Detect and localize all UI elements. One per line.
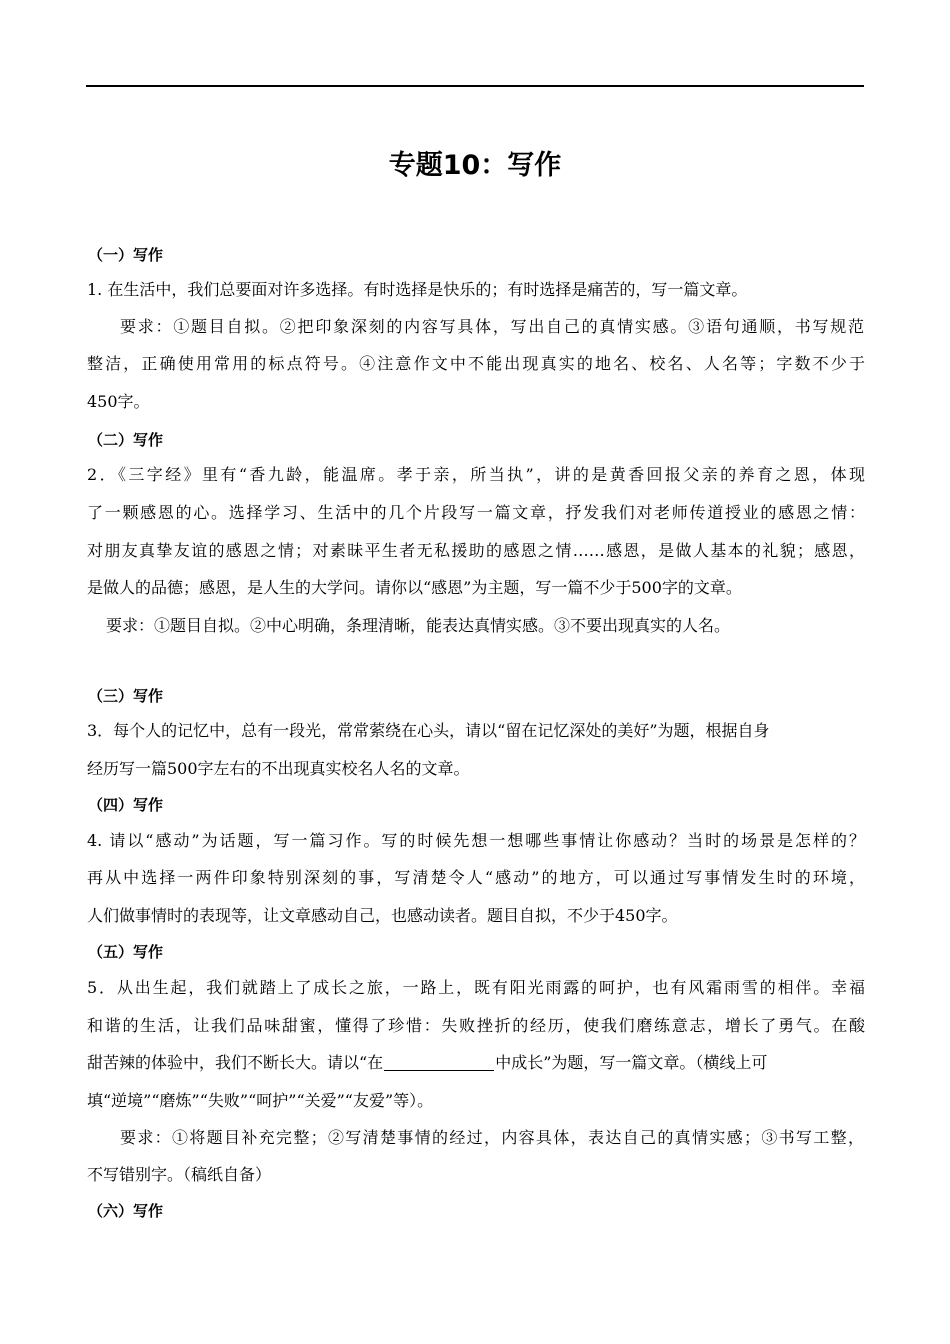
- question-text: 要求：①题目自拟。②中心明确，条理清晰，能表达真情实感。③不要出现真实的人名。: [106, 616, 731, 635]
- page-title: 专题10：写作: [388, 150, 562, 181]
- question-text: 经历写一篇500字左右的不出现真实校名人名的文章。: [87, 759, 470, 778]
- question-text: 不写错别字。（稿纸自备）: [87, 1165, 272, 1184]
- question-text: 整洁，正确使用常用的标点符号。④注意作文中不能出现真实的地名、校名、人名等；字数不少于: [87, 354, 865, 373]
- question-text: 5．从出生起，我们就踏上了成长之旅，一路上，既有阳光雨露的呵护，也有风霜雨雪的相伴。幸福: [87, 978, 865, 997]
- question-text: 3．每个人的记忆中，总有一段光，常常萦绕在心头，请以“留在记忆深处的美好”为题，根据自身: [87, 721, 770, 740]
- question-text: 4. 请以“感动”为话题，写一篇习作。写的时候先想一想哪些事情让你感动？当时的场景是怎样的？: [87, 831, 865, 850]
- question-text: 再从中选择一两件印象特别深刻的事，写清楚令人“感动”的地方，可以通过写事情发生时的环境，: [87, 868, 865, 887]
- question-text: 和谐的生活，让我们品味甜蜜，懂得了珍惜：失败挫折的经历，使我们磨练意志，增长了勇气。在酸: [87, 1016, 865, 1035]
- question-text: 对朋友真挚友谊的感恩之情；对素昧平生者无私援助的感恩之情……感恩，是做人基本的礼貌；感恩，: [87, 541, 865, 560]
- question-text-part: 中成长”为题，写一篇文章。（横线上可: [495, 1053, 768, 1072]
- fill-in-blank: [384, 1054, 494, 1071]
- question-text: 2．《三字经》里有“香九龄，能温席。孝于亲，所当执”，讲的是黄香回报父亲的养育之恩，体现: [87, 465, 865, 484]
- question-text-with-blank: [87, 1052, 767, 1074]
- section-heading: （三）写作: [88, 687, 164, 705]
- question-text: 450字。: [87, 392, 150, 411]
- question-text: 人们做事情时的表现等，让文章感动自己，也感动读者。题目自拟，不少于450字。: [87, 906, 678, 925]
- section-heading: （五）写作: [88, 943, 164, 961]
- question-text: 要求：①将题目补充完整；②写清楚事情的经过，内容具体，表达自己的真情实感；③书写工整，: [120, 1128, 864, 1147]
- question-text: 了一颗感恩的心。选择学习、生活中的几个片段写一篇文章，抒发我们对老师传道授业的感恩之情：: [87, 503, 865, 522]
- question-text: 要求：①题目自拟。②把印象深刻的内容写具体，写出自己的真情实感。③语句通顺，书写规范: [120, 317, 864, 336]
- question-text: 填“逆境”“磨炼”“失败”“呵护”“关爱”“友爱”等）。: [87, 1091, 434, 1110]
- section-heading: （二）写作: [88, 431, 164, 449]
- section-heading: （一）写作: [88, 246, 164, 264]
- section-heading: （四）写作: [88, 796, 164, 814]
- question-text: 1. 在生活中，我们总要面对许多选择。有时选择是快乐的；有时选择是痛苦的，写一篇文章。: [87, 280, 748, 299]
- question-text: 是做人的品德；感恩，是人生的大学问。请你以“感恩”为主题，写一篇不少于500字的文章。: [87, 578, 742, 597]
- question-text-part: 甜苦辣的体验中，我们不断长大。请以“在: [87, 1053, 384, 1072]
- header-rule: [86, 85, 864, 87]
- section-heading: （六）写作: [88, 1202, 164, 1220]
